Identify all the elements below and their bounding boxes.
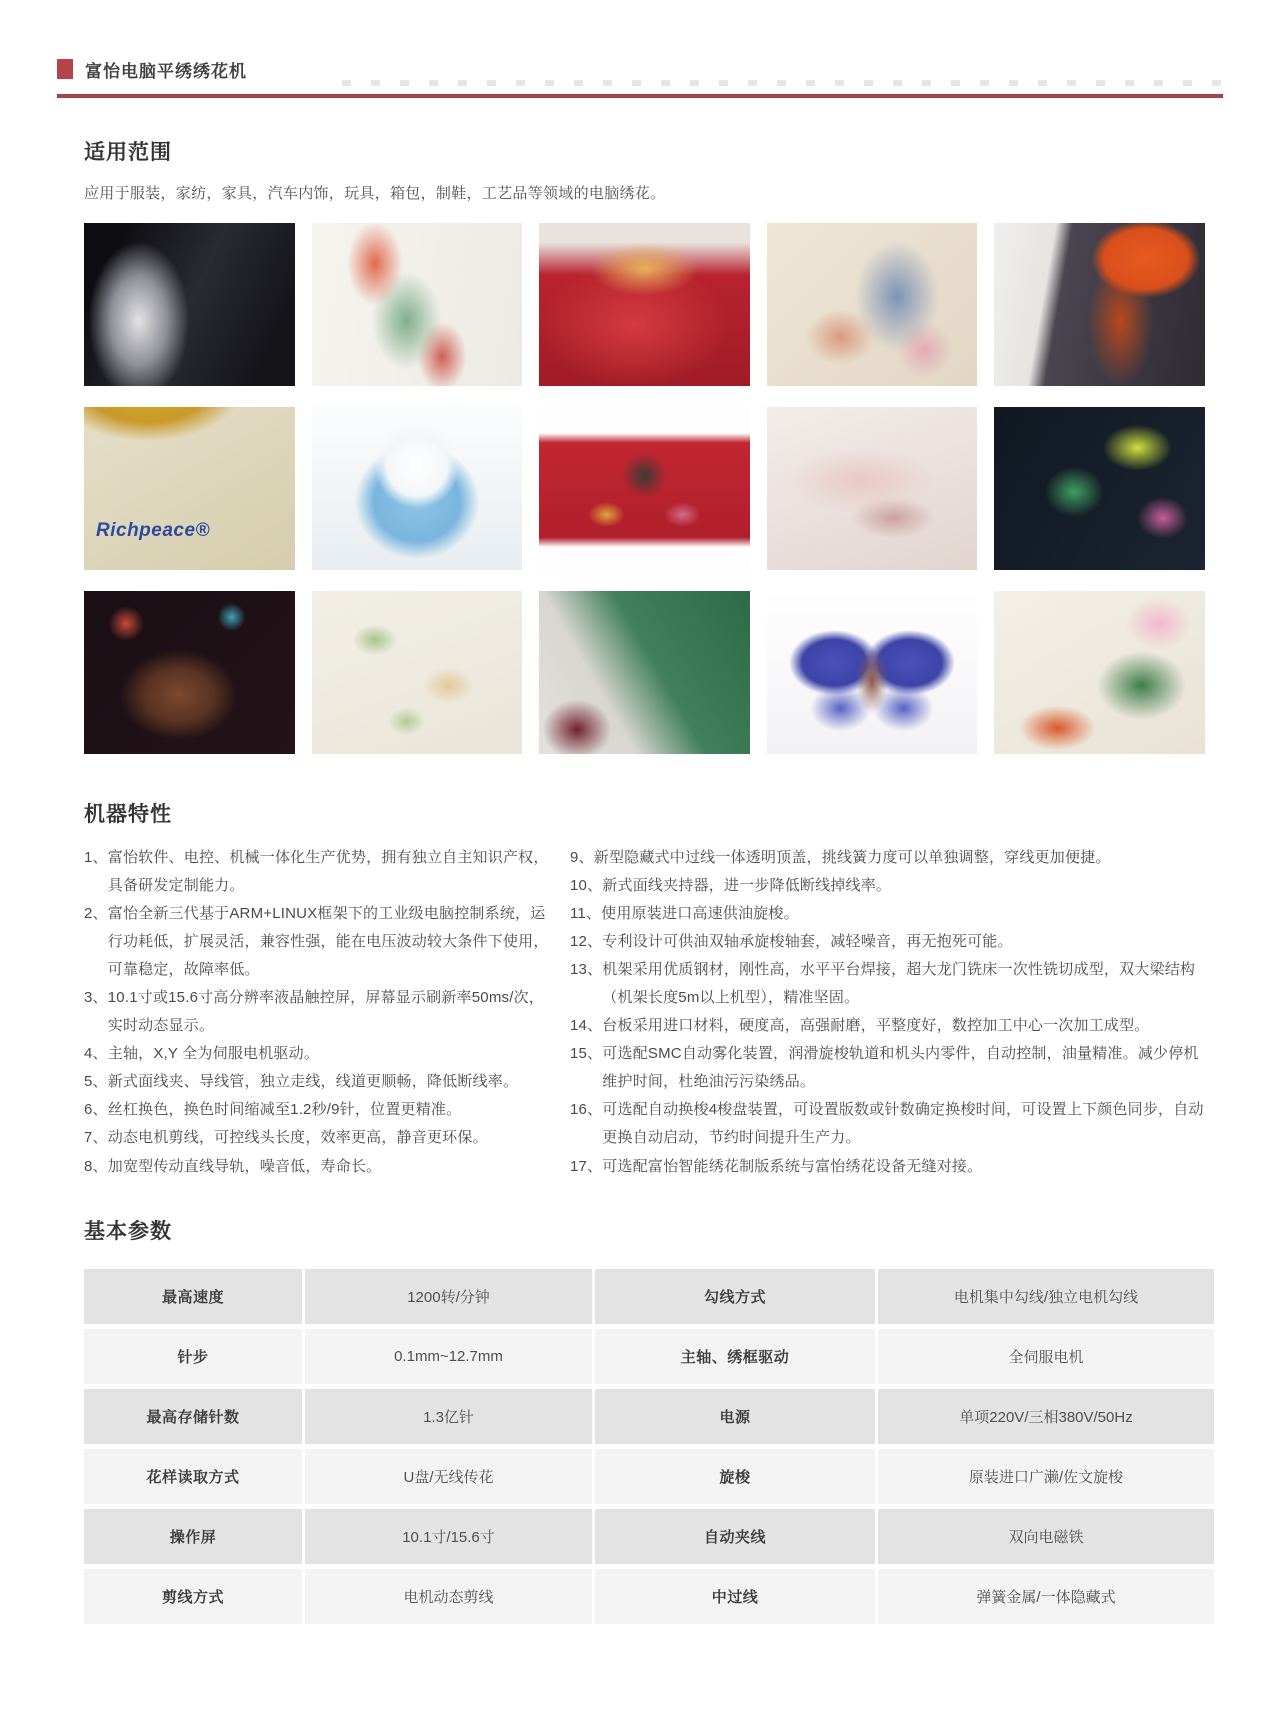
spec-key: 电源 <box>595 1389 875 1444</box>
spec-value: 电机动态剪线 <box>305 1569 592 1624</box>
spec-key: 最高存储针数 <box>84 1389 302 1444</box>
feature-number: 11、 <box>570 905 602 923</box>
title-marker-square <box>57 59 73 79</box>
feature-number: 2、 <box>84 905 108 923</box>
feature-number: 14、 <box>570 1017 603 1035</box>
feature-number: 17、 <box>570 1157 603 1175</box>
feature-number: 6、 <box>84 1101 108 1119</box>
specs-table <box>84 1269 1205 1624</box>
feature-number: 8、 <box>84 1157 108 1175</box>
header-dash-texture <box>342 80 1223 86</box>
feature-number: 7、 <box>84 1129 108 1147</box>
feature-number: 10、 <box>570 877 603 895</box>
feature-item-15 <box>570 1040 1205 1096</box>
application-photo-gallery <box>84 223 1205 754</box>
feature-number: 1、 <box>84 849 108 866</box>
feature-text: 新式面线夹、导线管，独立走线，线道更顺畅，降低断线率。 <box>107 1073 519 1091</box>
photo-mandarin-ducks-lotus <box>994 591 1205 754</box>
feature-text: 专利设计可供油双轴承旋梭轴套，减轻噪音，再无抱死可能。 <box>602 933 1013 951</box>
spec-key: 最高速度 <box>84 1269 302 1324</box>
feature-text: 10.1寸或15.6寸高分辨率液晶触控屏，屏幕显示刷新率50ms/次，实时动态显示。 <box>107 989 544 1035</box>
photo-doraemon-plush <box>312 407 523 570</box>
feature-item-17 <box>570 1153 1205 1181</box>
feature-number: 13、 <box>570 961 603 979</box>
section-features <box>0 798 1280 1181</box>
feature-number: 15、 <box>570 1045 603 1063</box>
feature-item-5 <box>84 1068 556 1096</box>
spec-value: 1200转/分钟 <box>305 1269 592 1324</box>
feature-item-1 <box>84 844 556 900</box>
spec-value: 1.3亿针 <box>305 1389 592 1444</box>
feature-text: 新型隐藏式中过线一体透明顶盖，挑线簧力度可以单独调整，穿线更加便捷。 <box>593 849 1111 866</box>
feature-item-7 <box>84 1124 556 1152</box>
feature-number: 12、 <box>570 933 603 951</box>
feature-item-14 <box>570 1012 1205 1040</box>
feature-text: 富怡软件、电控、机械一体化生产优势，拥有独立自主知识产权，具备研发定制能力。 <box>107 849 549 895</box>
feature-item-3 <box>84 984 556 1040</box>
feature-text: 富怡全新三代基于ARM+LINUX框架下的工业级电脑控制系统，运行功耗低，扩展灵活，兼容性强，能在电压波动较大条件下使用，可靠稳定，故障率低。 <box>107 905 549 979</box>
spec-value: 弹簧金属/一体隐藏式 <box>878 1569 1214 1624</box>
feature-text: 新式面线夹持器，进一步降低断线掉线率。 <box>602 877 892 895</box>
section-scope <box>0 136 1280 754</box>
page-header <box>0 0 1280 98</box>
feature-item-16 <box>570 1096 1205 1152</box>
features-heading: 机器特性 <box>84 803 172 826</box>
spec-value: 全伺服电机 <box>878 1329 1214 1384</box>
photo-blue-sequin-butterfly <box>767 591 978 754</box>
photo-red-bag-cat-embroidery <box>539 407 750 570</box>
spec-value: U盘/无线传花 <box>305 1449 592 1504</box>
photo-dark-peacock-artwork <box>84 591 295 754</box>
spec-key: 自动夹线 <box>595 1509 875 1564</box>
feature-text: 可选配自动换梭4梭盘装置，可设置版数或针数确定换梭时间，可设置上下颜色同步，自动更换自动启动，节约时间提升生产力。 <box>602 1101 1204 1147</box>
feature-text: 丝杠换色，换色时间缩减至1.2秒/9针，位置更精准。 <box>107 1101 462 1119</box>
spec-value: 原装进口广濑/佐文旋梭 <box>878 1449 1214 1504</box>
spec-key: 剪线方式 <box>84 1569 302 1624</box>
feature-text: 主轴，X,Y 全为伺服电机驱动。 <box>107 1045 320 1063</box>
spec-key: 旋梭 <box>595 1449 875 1504</box>
feature-item-2 <box>84 900 556 984</box>
specs-heading: 基本参数 <box>84 1219 172 1243</box>
spec-value: 10.1寸/15.6寸 <box>305 1509 592 1564</box>
feature-item-8 <box>84 1153 556 1181</box>
photo-sofa-embroidered-pillows <box>994 223 1205 386</box>
spec-value: 单项220V/三相380V/50Hz <box>878 1389 1214 1444</box>
feature-text: 机架采用优质钢材，刚性高，水平平台焊接，超大龙门铣床一次性铣切成型，双大梁结构（机架长度5m以上机型），精准坚固。 <box>602 961 1196 1007</box>
features-column-right <box>570 844 1205 1181</box>
photo-floral-embroidered-robe <box>312 223 523 386</box>
feature-number: 9、 <box>570 849 594 866</box>
spec-key: 操作屏 <box>84 1509 302 1564</box>
photo-richpeace-logo-leather <box>84 407 295 570</box>
feature-text: 使用原装进口高速供油旋梭。 <box>601 905 799 923</box>
feature-number: 3、 <box>84 989 108 1007</box>
feature-text: 台板采用进口材料，硬度高，高强耐磨，平整度好，数控加工中心一次加工成型。 <box>602 1017 1150 1035</box>
feature-item-11 <box>570 900 1205 928</box>
feature-text: 动态电机剪线，可控线头长度，效率更高，静音更环保。 <box>107 1129 488 1147</box>
feature-item-13 <box>570 956 1205 1012</box>
photo-peacock-silk-embroidery <box>767 223 978 386</box>
feature-text: 加宽型传动直线导轨，噪音低，寿命长。 <box>107 1157 382 1175</box>
spec-value: 双向电磁铁 <box>878 1509 1214 1564</box>
features-column-left <box>84 844 556 1181</box>
photo-paisley-butterfly-embroidery <box>994 407 1205 570</box>
photo-embroidered-black-suit <box>84 223 295 386</box>
spec-value: 电机集中勾线/独立电机勾线 <box>878 1269 1214 1324</box>
scope-heading: 适用范围 <box>84 141 172 164</box>
header-rule-line <box>57 94 1223 98</box>
feature-item-9 <box>570 844 1205 872</box>
spec-key: 主轴、绣框驱动 <box>595 1329 875 1384</box>
spec-key: 花样读取方式 <box>84 1449 302 1504</box>
section-specs <box>0 1215 1280 1624</box>
richpeace-logo-text: Richpeace® <box>96 520 211 541</box>
feature-number: 16、 <box>570 1101 603 1119</box>
spec-key: 针步 <box>84 1329 302 1384</box>
feature-number: 4、 <box>84 1045 108 1063</box>
photo-red-embroidered-bedding <box>539 223 750 386</box>
photo-embroidered-pink-shoes <box>767 407 978 570</box>
spec-key: 中过线 <box>595 1569 875 1624</box>
feature-text: 可选配富怡智能绣花制版系统与富怡绣花设备无缝对接。 <box>602 1157 983 1175</box>
spec-value: 0.1mm~12.7mm <box>305 1329 592 1384</box>
page-title: 富怡电脑平绣绣花机 <box>85 61 247 81</box>
photo-green-sequin-peacock <box>539 591 750 754</box>
feature-number: 5、 <box>84 1073 108 1091</box>
feature-item-6 <box>84 1096 556 1124</box>
scope-description: 应用于服装，家纺，家具，汽车内饰，玩具，箱包，制鞋，工艺品等领域的电脑绣花。 <box>84 185 666 202</box>
feature-item-10 <box>570 872 1205 900</box>
photo-light-floral-fabric <box>312 591 523 754</box>
feature-item-12 <box>570 928 1205 956</box>
feature-item-4 <box>84 1040 556 1068</box>
feature-text: 可选配SMC自动雾化装置，润滑旋梭轨道和机头内零件，自动控制，油量精准。减少停机维护时间，杜绝油污污染绣品。 <box>602 1045 1199 1091</box>
spec-key: 勾线方式 <box>595 1269 875 1324</box>
